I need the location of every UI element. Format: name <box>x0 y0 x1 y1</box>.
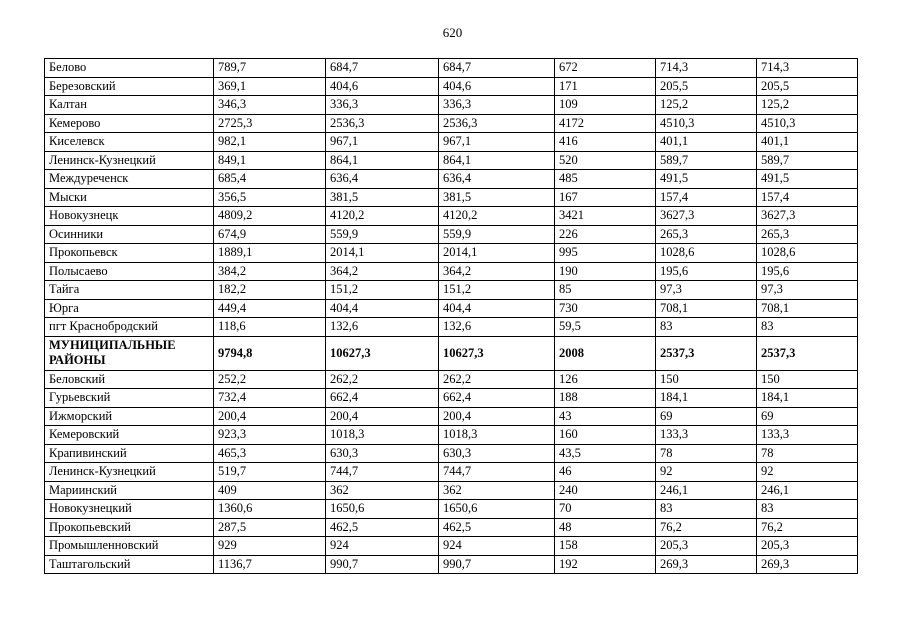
value-cell: 190 <box>555 262 656 281</box>
table-row <box>45 518 858 537</box>
table-row <box>45 114 858 133</box>
value-cell: 924 <box>326 537 439 556</box>
value-cell: 83 <box>757 318 858 337</box>
value-cell: 1018,3 <box>439 426 555 445</box>
value-cell: 126 <box>555 370 656 389</box>
value-cell: 336,3 <box>326 96 439 115</box>
table-row <box>45 225 858 244</box>
value-cell: 4510,3 <box>757 114 858 133</box>
value-cell: 184,1 <box>757 389 858 408</box>
value-cell: 125,2 <box>757 96 858 115</box>
value-cell: 46 <box>555 463 656 482</box>
row-name-cell: Ленинск-Кузнецкий <box>45 463 214 482</box>
row-name-cell: Новокузнецк <box>45 207 214 226</box>
value-cell: 1360,6 <box>214 500 326 519</box>
section-row <box>45 336 858 370</box>
value-cell: 384,2 <box>214 262 326 281</box>
value-cell: 519,7 <box>214 463 326 482</box>
value-cell: 151,2 <box>326 281 439 300</box>
table-row <box>45 500 858 519</box>
table-row <box>45 77 858 96</box>
value-cell: 995 <box>555 244 656 263</box>
value-cell: 662,4 <box>439 389 555 408</box>
row-name-cell: Осинники <box>45 225 214 244</box>
value-cell: 465,3 <box>214 444 326 463</box>
value-cell: 43,5 <box>555 444 656 463</box>
value-cell: 48 <box>555 518 656 537</box>
table-row <box>45 407 858 426</box>
value-cell: 744,7 <box>326 463 439 482</box>
value-cell: 630,3 <box>439 444 555 463</box>
table-row <box>45 244 858 263</box>
value-cell: 287,5 <box>214 518 326 537</box>
value-cell: 252,2 <box>214 370 326 389</box>
value-cell: 685,4 <box>214 170 326 189</box>
row-name-cell: Прокопьевск <box>45 244 214 263</box>
value-cell: 967,1 <box>439 133 555 152</box>
value-cell: 69 <box>656 407 757 426</box>
row-name-cell: Юрга <box>45 299 214 318</box>
value-cell: 3421 <box>555 207 656 226</box>
value-cell: 133,3 <box>656 426 757 445</box>
value-cell: 132,6 <box>439 318 555 337</box>
value-cell: 192 <box>555 555 656 574</box>
value-cell: 262,2 <box>439 370 555 389</box>
row-name-cell: Прокопьевский <box>45 518 214 537</box>
value-cell: 662,4 <box>326 389 439 408</box>
value-cell: 43 <box>555 407 656 426</box>
value-cell: 150 <box>757 370 858 389</box>
value-cell: 381,5 <box>439 188 555 207</box>
table-row <box>45 426 858 445</box>
value-cell: 262,2 <box>326 370 439 389</box>
row-name-cell: пгт Краснобродский <box>45 318 214 337</box>
value-cell: 362 <box>326 481 439 500</box>
value-cell: 789,7 <box>214 59 326 78</box>
value-cell: 1889,1 <box>214 244 326 263</box>
value-cell: 246,1 <box>757 481 858 500</box>
value-cell: 923,3 <box>214 426 326 445</box>
value-cell: 744,7 <box>439 463 555 482</box>
value-cell: 636,4 <box>439 170 555 189</box>
value-cell: 1650,6 <box>439 500 555 519</box>
row-name-cell: Беловский <box>45 370 214 389</box>
value-cell: 269,3 <box>656 555 757 574</box>
table-row <box>45 444 858 463</box>
value-cell: 982,1 <box>214 133 326 152</box>
value-cell: 133,3 <box>757 426 858 445</box>
value-cell: 404,6 <box>439 77 555 96</box>
table-row <box>45 555 858 574</box>
value-cell: 1650,6 <box>326 500 439 519</box>
value-cell: 864,1 <box>439 151 555 170</box>
value-cell: 362 <box>439 481 555 500</box>
value-cell: 2014,1 <box>439 244 555 263</box>
value-cell: 78 <box>656 444 757 463</box>
value-cell: 1028,6 <box>757 244 858 263</box>
value-cell: 1028,6 <box>656 244 757 263</box>
value-cell: 2725,3 <box>214 114 326 133</box>
value-cell: 708,1 <box>757 299 858 318</box>
value-cell: 158 <box>555 537 656 556</box>
value-cell: 674,9 <box>214 225 326 244</box>
row-name-cell: Новокузнецкий <box>45 500 214 519</box>
value-cell: 200,4 <box>214 407 326 426</box>
value-cell: 449,4 <box>214 299 326 318</box>
row-name-cell: Мариинский <box>45 481 214 500</box>
value-cell: 160 <box>555 426 656 445</box>
value-cell: 416 <box>555 133 656 152</box>
value-cell: 195,6 <box>757 262 858 281</box>
value-cell: 4120,2 <box>326 207 439 226</box>
value-cell: 636,4 <box>326 170 439 189</box>
page-number: 620 <box>442 25 463 40</box>
row-name-cell: Междуреченск <box>45 170 214 189</box>
table-row <box>45 207 858 226</box>
value-cell: 83 <box>757 500 858 519</box>
value-cell: 2014,1 <box>326 244 439 263</box>
value-cell: 462,5 <box>439 518 555 537</box>
value-cell: 401,1 <box>757 133 858 152</box>
table-row <box>45 133 858 152</box>
value-cell: 97,3 <box>757 281 858 300</box>
value-cell: 226 <box>555 225 656 244</box>
value-cell: 404,4 <box>326 299 439 318</box>
value-cell: 4510,3 <box>656 114 757 133</box>
value-cell: 132,6 <box>326 318 439 337</box>
value-cell: 118,6 <box>214 318 326 337</box>
value-cell: 630,3 <box>326 444 439 463</box>
value-cell: 9794,8 <box>214 336 326 370</box>
value-cell: 559,9 <box>326 225 439 244</box>
table-row <box>45 262 858 281</box>
table-row <box>45 463 858 482</box>
value-cell: 171 <box>555 77 656 96</box>
value-cell: 76,2 <box>656 518 757 537</box>
value-cell: 265,3 <box>656 225 757 244</box>
value-cell: 4172 <box>555 114 656 133</box>
value-cell: 240 <box>555 481 656 500</box>
row-name-cell: Гурьевский <box>45 389 214 408</box>
value-cell: 2536,3 <box>439 114 555 133</box>
value-cell: 732,4 <box>214 389 326 408</box>
row-name-cell: Крапивинский <box>45 444 214 463</box>
value-cell: 182,2 <box>214 281 326 300</box>
data-table <box>44 58 858 574</box>
value-cell: 109 <box>555 96 656 115</box>
row-name-cell: Кемерово <box>45 114 214 133</box>
value-cell: 491,5 <box>656 170 757 189</box>
value-cell: 92 <box>757 463 858 482</box>
value-cell: 4809,2 <box>214 207 326 226</box>
value-cell: 485 <box>555 170 656 189</box>
row-name-cell: Полысаево <box>45 262 214 281</box>
value-cell: 151,2 <box>439 281 555 300</box>
row-name-cell: Киселевск <box>45 133 214 152</box>
row-name-cell: Мыски <box>45 188 214 207</box>
value-cell: 589,7 <box>656 151 757 170</box>
value-cell: 864,1 <box>326 151 439 170</box>
row-name-cell: Березовский <box>45 77 214 96</box>
value-cell: 404,4 <box>439 299 555 318</box>
value-cell: 97,3 <box>656 281 757 300</box>
value-cell: 205,3 <box>656 537 757 556</box>
value-cell: 929 <box>214 537 326 556</box>
value-cell: 10627,3 <box>326 336 439 370</box>
value-cell: 83 <box>656 500 757 519</box>
value-cell: 157,4 <box>656 188 757 207</box>
value-cell: 401,1 <box>656 133 757 152</box>
value-cell: 369,1 <box>214 77 326 96</box>
table-row <box>45 389 858 408</box>
value-cell: 205,5 <box>656 77 757 96</box>
row-name-cell: МУНИЦИПАЛЬНЫЕ РАЙОНЫ <box>45 336 214 370</box>
value-cell: 265,3 <box>757 225 858 244</box>
value-cell: 125,2 <box>656 96 757 115</box>
table-row <box>45 281 858 300</box>
value-cell: 684,7 <box>439 59 555 78</box>
value-cell: 708,1 <box>656 299 757 318</box>
table-row <box>45 170 858 189</box>
table-row <box>45 481 858 500</box>
value-cell: 1018,3 <box>326 426 439 445</box>
table-row <box>45 96 858 115</box>
value-cell: 364,2 <box>439 262 555 281</box>
value-cell: 69 <box>757 407 858 426</box>
value-cell: 684,7 <box>326 59 439 78</box>
value-cell: 589,7 <box>757 151 858 170</box>
value-cell: 157,4 <box>757 188 858 207</box>
row-name-cell: Ленинск-Кузнецкий <box>45 151 214 170</box>
value-cell: 150 <box>656 370 757 389</box>
value-cell: 2537,3 <box>656 336 757 370</box>
value-cell: 849,1 <box>214 151 326 170</box>
value-cell: 78 <box>757 444 858 463</box>
value-cell: 409 <box>214 481 326 500</box>
value-cell: 10627,3 <box>439 336 555 370</box>
value-cell: 491,5 <box>757 170 858 189</box>
value-cell: 672 <box>555 59 656 78</box>
value-cell: 195,6 <box>656 262 757 281</box>
value-cell: 520 <box>555 151 656 170</box>
value-cell: 1136,7 <box>214 555 326 574</box>
value-cell: 200,4 <box>326 407 439 426</box>
value-cell: 3627,3 <box>757 207 858 226</box>
row-name-cell: Ижморский <box>45 407 214 426</box>
value-cell: 167 <box>555 188 656 207</box>
value-cell: 188 <box>555 389 656 408</box>
value-cell: 205,3 <box>757 537 858 556</box>
row-name-cell: Таштагольский <box>45 555 214 574</box>
value-cell: 200,4 <box>439 407 555 426</box>
value-cell: 990,7 <box>326 555 439 574</box>
value-cell: 404,6 <box>326 77 439 96</box>
value-cell: 269,3 <box>757 555 858 574</box>
row-name-cell: Тайга <box>45 281 214 300</box>
value-cell: 205,5 <box>757 77 858 96</box>
value-cell: 246,1 <box>656 481 757 500</box>
table-row <box>45 188 858 207</box>
value-cell: 364,2 <box>326 262 439 281</box>
table-body <box>45 59 858 574</box>
row-name-cell: Промышленновский <box>45 537 214 556</box>
table-row <box>45 370 858 389</box>
table-row <box>45 59 858 78</box>
value-cell: 3627,3 <box>656 207 757 226</box>
value-cell: 76,2 <box>757 518 858 537</box>
value-cell: 2536,3 <box>326 114 439 133</box>
value-cell: 2537,3 <box>757 336 858 370</box>
value-cell: 59,5 <box>555 318 656 337</box>
value-cell: 356,5 <box>214 188 326 207</box>
value-cell: 2008 <box>555 336 656 370</box>
row-name-cell: Белово <box>45 59 214 78</box>
value-cell: 92 <box>656 463 757 482</box>
value-cell: 967,1 <box>326 133 439 152</box>
table-row <box>45 318 858 337</box>
table-row <box>45 537 858 556</box>
value-cell: 70 <box>555 500 656 519</box>
value-cell: 730 <box>555 299 656 318</box>
value-cell: 559,9 <box>439 225 555 244</box>
row-name-cell: Кемеровский <box>45 426 214 445</box>
value-cell: 346,3 <box>214 96 326 115</box>
value-cell: 714,3 <box>757 59 858 78</box>
value-cell: 184,1 <box>656 389 757 408</box>
value-cell: 85 <box>555 281 656 300</box>
value-cell: 4120,2 <box>439 207 555 226</box>
table-row <box>45 151 858 170</box>
value-cell: 924 <box>439 537 555 556</box>
value-cell: 462,5 <box>326 518 439 537</box>
value-cell: 336,3 <box>439 96 555 115</box>
value-cell: 381,5 <box>326 188 439 207</box>
row-name-cell: Калтан <box>45 96 214 115</box>
value-cell: 83 <box>656 318 757 337</box>
value-cell: 990,7 <box>439 555 555 574</box>
table-row <box>45 299 858 318</box>
value-cell: 714,3 <box>656 59 757 78</box>
